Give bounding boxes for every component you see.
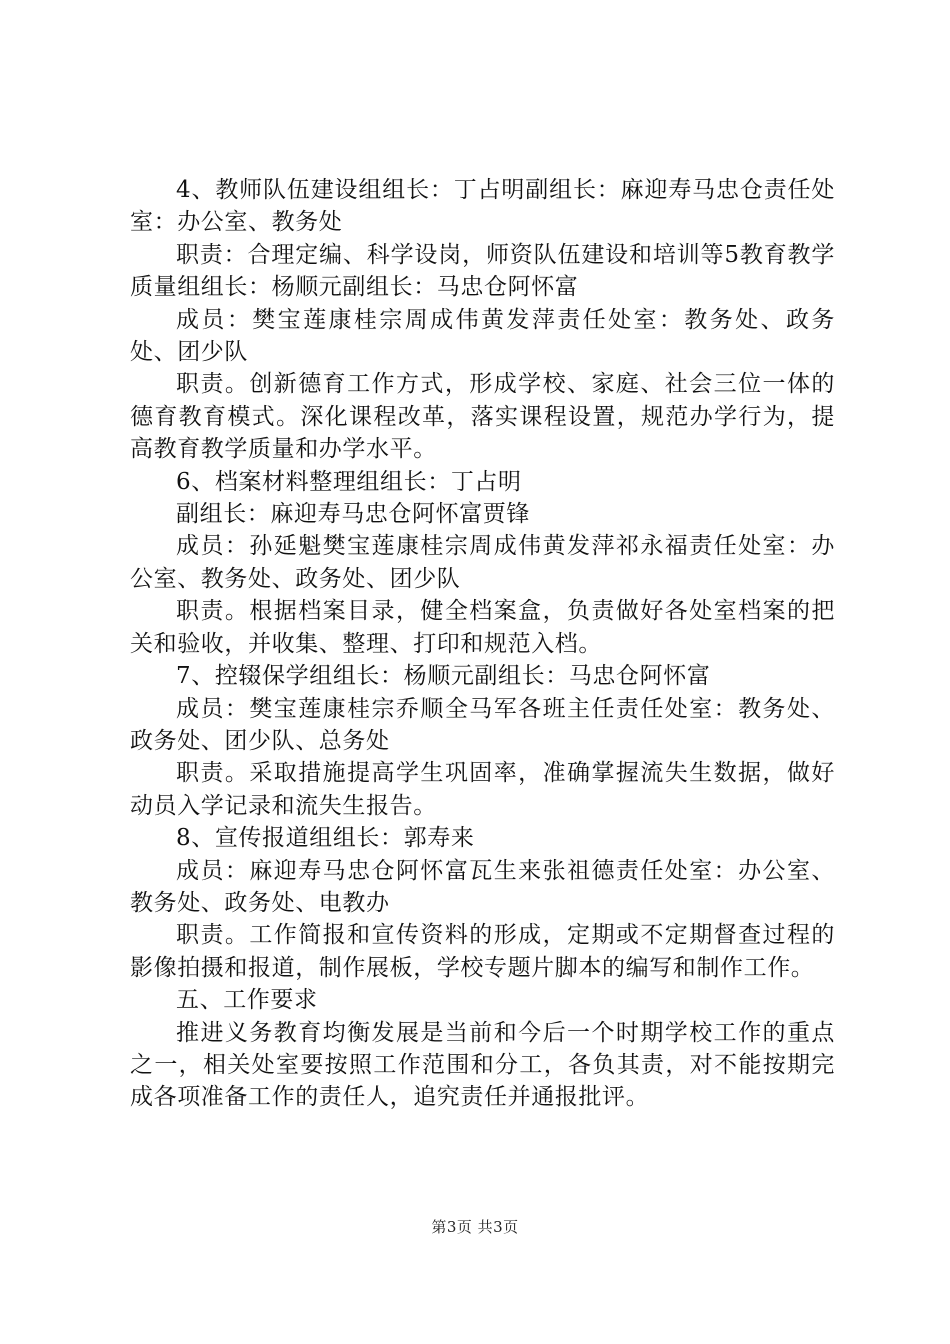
document-body	[130, 174, 835, 1114]
paragraph-quality-duty: 职责。创新德育工作方式，形成学校、家庭、社会三位一体的德育教育模式。深化课程改革，落实课程设置，规范办学行为，提高教育教学质量和办学水平。	[130, 371, 835, 463]
paragraph-dropout-duty: 职责。采取措施提高学生巩固率，准确掌握流失生数据，做好动员入学记录和流失生报告。	[130, 760, 835, 819]
paragraph-teacher-team: 4、教师队伍建设组组长：丁占明副组长：麻迎寿马忠仓责任处室：办公室、教务处	[130, 177, 835, 236]
paragraph-publicity-leader: 8、宣传报道组组长：郭寿来	[176, 825, 475, 852]
section-heading-requirements: 五、工作要求	[176, 987, 318, 1014]
paragraph-archive-deputy: 副组长：麻迎寿马忠仓阿怀富贾锋	[176, 501, 530, 528]
page-footer: 第3页 共3页	[431, 1218, 519, 1236]
paragraph-archive-leader: 6、档案材料整理组组长：丁占明	[176, 468, 522, 495]
paragraph-publicity-duty: 职责。工作简报和宣传资料的形成，定期或不定期督查过程的影像拍摄和报道，制作展板，学校专题片脚本的编写和制作工作。	[130, 922, 835, 981]
paragraph-dropout-leader: 7、控辍保学组组长：杨顺元副组长：马忠仓阿怀富	[176, 663, 711, 690]
paragraph-dropout-members: 成员：樊宝莲康桂宗乔顺全马军各班主任责任处室：教务处、政务处、团少队、总务处	[130, 695, 835, 754]
paragraph-teacher-duty: 职责：合理定编、科学设岗，师资队伍建设和培训等5教育教学质量组组长：杨顺元副组长：马忠仓阿怀富	[130, 241, 835, 301]
paragraph-quality-members: 成员：樊宝莲康桂宗周成伟黄发萍责任处室：教务处、政务处、团少队	[130, 306, 835, 366]
paragraph-publicity-members: 成员：麻迎寿马忠仓阿怀富瓦生来张祖德责任处室：办公室、教务处、政务处、电教办	[130, 857, 835, 916]
paragraph-archive-members: 成员：孙延魁樊宝莲康桂宗周成伟黄发萍祁永福责任处室：办公室、教务处、政务处、团少队	[130, 533, 835, 592]
paragraph-requirements: 推进义务教育均衡发展是当前和今后一个时期学校工作的重点之一，相关处室要按照工作范围和分工，各负其责，对不能按期完成各项准备工作的责任人，追究责任并通报批评。	[130, 1019, 835, 1111]
paragraph-archive-duty: 职责。根据档案目录，健全档案盒，负责做好各处室档案的把关和验收，并收集、整理、打印和规范入档。	[130, 598, 835, 657]
